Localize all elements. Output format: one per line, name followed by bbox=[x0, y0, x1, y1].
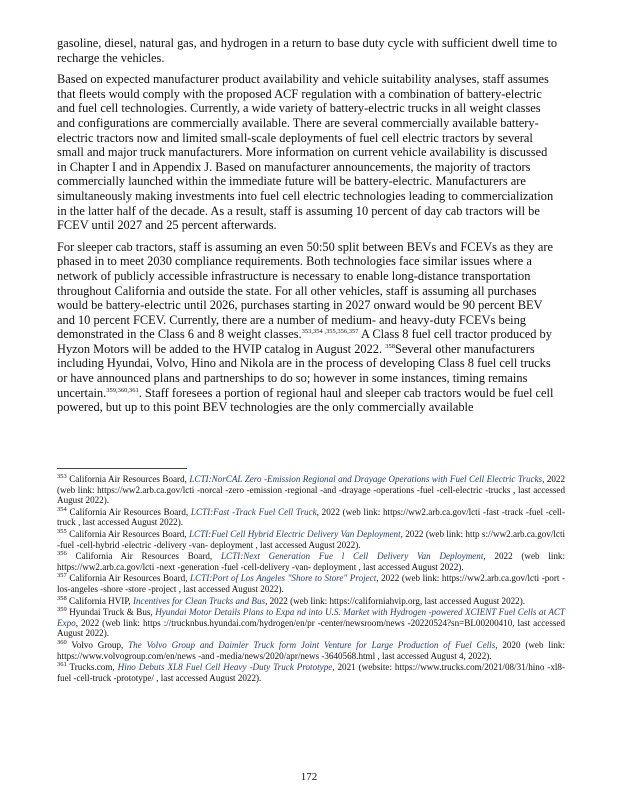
footnote-number: 359 bbox=[57, 606, 67, 614]
footnote-author: California HVIP, bbox=[69, 595, 131, 606]
footnote-details: , 2022 (web link: https://ww2.arb.ca.gov/lcti -norcal -zero -emission -regional -and -drayage -operations -fuel -cell-electric -trucks , last accessed August 2022). bbox=[57, 474, 566, 506]
footnote-details: , 2021 (website: https://www.trucks.com/2021/08/31/hino -xl8-fuel -cell-truck -prototype/ , last accessed August 2022). bbox=[57, 662, 565, 683]
footnote-title-link[interactable]: Hyundai Motor Details Plans to Expa nd into U.S. Market with Hydrogen -powered XCIENT Fuel Cells at ACT Expo bbox=[57, 607, 565, 628]
footnote-author: California Air Resources Board, bbox=[69, 506, 189, 517]
footnote-author: Trucks.com, bbox=[69, 662, 115, 673]
footnote-title-link[interactable]: LCTI:Next Generation Fue l Cell Delivery Van Deployment bbox=[220, 551, 484, 562]
footnote-author: California Air Resources Board, bbox=[69, 474, 187, 484]
footnote-details: , 2022 (web link: https://californiahvip.org, last accessed August 2022). bbox=[265, 595, 526, 606]
footnote-details: , 2020 (web link: https://www.volvogroup.com/en/news -and -media/news/2020/apr/news -3640568.html , last accessed August 4, 2022). bbox=[57, 639, 566, 661]
footnote-separator bbox=[57, 468, 187, 469]
footnote bbox=[57, 607, 565, 639]
footnote-author: Volvo Group, bbox=[71, 639, 124, 650]
footnote bbox=[57, 662, 565, 683]
page-number: 172 bbox=[300, 771, 318, 783]
body-text bbox=[57, 36, 560, 422]
footnote bbox=[57, 640, 565, 661]
footnote-details: , 2022 (web link: https://ww2.arb.ca.gov/lcti -port -los-angeles -shore -store -project , last accessed August 2022). bbox=[57, 573, 565, 594]
footnote-title-link[interactable]: LCTI:NorCAL Zero -Emission Regional and Drayage Operations with Fuel Cell Electric Trucks bbox=[189, 474, 543, 484]
footnote-details: , 2022 (web link: https://ww2.arb.ca.gov/lcti -next -generation -fuel -cell-delivery -van- deployment , last accessed August 2022). bbox=[57, 551, 566, 572]
footnote-author: California Air Resources Board, bbox=[69, 528, 187, 539]
footnote-number: 358 bbox=[57, 594, 67, 602]
footnote-details: , 2022 (web link: https ://trucknbus.hyundai.com/hydrogen/en/pr -center/newsroom/news -20220524?sn=BL00200410, last accessed August 2022). bbox=[57, 617, 565, 639]
footnote-number: 355 bbox=[57, 527, 67, 535]
footnote-number: 354 bbox=[57, 505, 67, 513]
footnote-number: 356 bbox=[57, 550, 67, 558]
footnote-details: , 2022 (web link: https://ww2.arb.ca.gov/lcti -fast -track -fuel -cell-truck , last accessed August 2022). bbox=[57, 506, 565, 528]
footnote-title-link[interactable]: LCTI:Fuel Cell Hybrid Electric Delivery Van Deployment bbox=[188, 528, 401, 539]
paragraph-3-end: . Staff foresees a portion of regional haul and sleeper cab tractors would be fuel cell powered, but up to this point BEV technologies are the only commercially available bbox=[57, 385, 554, 415]
footnote-title-link[interactable]: LCTI:Fast -Track Fuel Cell Truck bbox=[190, 506, 317, 517]
footnote bbox=[57, 596, 565, 607]
footnote bbox=[57, 529, 565, 550]
footnote-author: California Air Resources Board, bbox=[69, 573, 188, 584]
footnote-title-link[interactable]: LCTI:Port of Los Angeles "Shore to Store" Project bbox=[190, 573, 377, 584]
footnote-ref-353-357[interactable]: 353,354 ,355,356,357 bbox=[301, 328, 359, 336]
footnote-title-link[interactable]: The Volvo Group and Daimler Truck form Joint Venture for Large Production of Fuel Cells bbox=[128, 639, 496, 650]
footnote-number: 360 bbox=[57, 638, 67, 646]
footnote bbox=[57, 551, 565, 572]
footnote-number: 353 bbox=[57, 472, 67, 480]
paragraph-3-text: For sleeper cab tractors, staff is assuming an even 50:50 split between BEVs and FCEVs as they are phased in to meet 2030 compliance requirements. Both technologies face similar issues where a network of publicly accessible infrastructure is necessary to enable long-distance transportation throughout California and outside the state. For all other vehicles, staff is assuming all purchases would be battery-electric until 2026, purchases starting in 2027 onward would be 90 percent BEV and 10 percent FCEV. Currently, there are a number of medium- and heavy-duty FCEVs being demonstrated in the Class 6 and 8 weight classes. bbox=[57, 239, 553, 342]
paragraph-2: Based on expected manufacturer product availability and vehicle suitability analyses, staff assumes that fleets would comply with the proposed ACF regulation with a combination of battery-electric and fuel cell technologies. Currently, a wide variety of battery-electric trucks in all weight classes and configurations are commercially available. There are several commercially available battery-electric tractors now and limited small-scale deployments of fuel cell electric tractors by several small and major truck manufacturers. More information on current vehicle availability is discussed in Chapter I and in Appendix J. Based on manufacturer announcements, the majority of tractors commercially launched within the immediate future will be battery-electric. Manufacturers are simultaneously making investments into fuel cell electric technologies leading to commercialization in the latter half of the decade. As a result, staff is assuming 10 percent of day cab tractors will be FCEV until 2027 and 25 percent afterwards. bbox=[57, 72, 554, 233]
paragraph-3-manufacturers: Several other manufacturers including Hyundai, Volvo, Hino and Nikola are in the process of developing Class 8 fuel cell trucks or have announced plans and partnerships to do so; however in some instances, timing remains uncertain. bbox=[57, 341, 551, 400]
footnote-author: Hyundai Truck & Bus, bbox=[69, 607, 153, 618]
footnote-title-link[interactable]: Incentives for Clean Trucks and Bus bbox=[132, 595, 266, 606]
footnote-details: , 2022 (web link: http s://ww2.arb.ca.gov/lcti -fuel -cell-hybrid -electric -delivery -van- deployment , last accessed August 2022). bbox=[57, 528, 565, 550]
paragraph-3 bbox=[57, 240, 560, 415]
footnote bbox=[57, 474, 565, 506]
footnotes bbox=[57, 474, 565, 684]
footnote-ref-358[interactable]: 358 bbox=[385, 342, 395, 350]
footnote-number: 357 bbox=[57, 572, 67, 580]
footnote-title-link[interactable]: Hino Debuts XL8 Fuel Cell Heavy -Duty Truck Prototype bbox=[117, 662, 333, 673]
paragraph-1: gasoline, diesel, natural gas, and hydrogen in a return to base duty cycle with sufficient dwell time to recharge the vehicles. bbox=[57, 36, 558, 65]
footnote-author: California Air Resources Board, bbox=[75, 551, 213, 562]
footnote bbox=[57, 573, 565, 594]
paragraph-3-hyzon: A Class 8 fuel cell tractor produced by Hyzon Motors will be added to the HVIP catalog in August 2022. bbox=[57, 327, 552, 356]
footnote-number: 361 bbox=[57, 661, 67, 669]
footnote-ref-359-361[interactable]: 359,360,361 bbox=[106, 386, 139, 394]
footnote bbox=[57, 507, 565, 528]
